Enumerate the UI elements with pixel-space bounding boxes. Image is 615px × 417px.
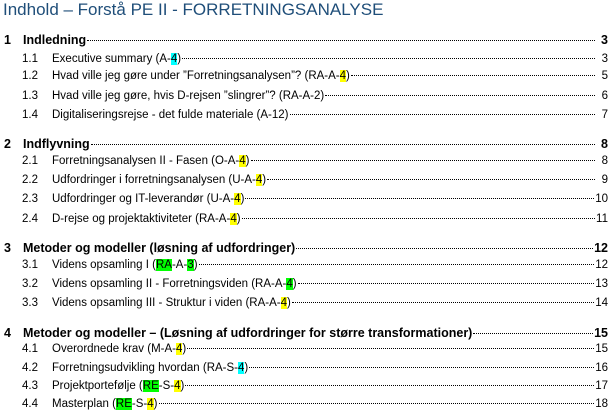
toc-entry-page: 10 (595, 193, 608, 205)
toc-entry[interactable] (0, 297, 608, 313)
toc-entry-label: Videns opsamling I (RA-A-3) (52, 259, 198, 271)
toc-entry[interactable] (0, 174, 608, 190)
toc-entry-page: 11 (596, 213, 608, 225)
highlight-mark: 4 (170, 53, 178, 65)
toc-entry-page: 8 (601, 155, 608, 167)
dot-leader (351, 75, 595, 76)
dot-leader (91, 144, 595, 145)
toc-entry-page: 3 (601, 53, 608, 65)
highlight-mark: 4 (286, 278, 293, 290)
dot-leader (292, 302, 594, 303)
toc-entry-number: 1.2 (22, 70, 38, 82)
highlight-mark: RE (115, 398, 132, 410)
dot-leader (87, 40, 595, 41)
toc-entry-page: 16 (595, 362, 608, 374)
dot-leader (267, 179, 595, 180)
toc-entry-label: Masterplan (RE-S-4) (52, 398, 158, 410)
toc-entry-page: 3 (601, 33, 608, 47)
dot-leader (298, 283, 595, 284)
toc-entry-label: Metoder og modeller (løsning af udfordringer) (23, 241, 296, 255)
toc-entry-page: 14 (595, 297, 608, 309)
highlight-mark: 3 (187, 259, 194, 271)
toc-entry-number: 3.2 (22, 278, 38, 290)
dot-leader (242, 218, 595, 219)
toc-entry[interactable] (0, 70, 608, 86)
toc-entry-label: Indledning (23, 33, 87, 47)
toc-entry-label: Videns opsamling II - Forretningsviden (RA-A-4) (52, 278, 297, 290)
toc-entry-page: 8 (601, 137, 608, 151)
toc-entry-label: D-rejse og projektaktiviteter (RA-A-4) (52, 213, 241, 225)
highlight-mark: 4 (234, 193, 241, 205)
highlight-mark: 4 (174, 380, 181, 392)
dot-leader (245, 198, 594, 199)
dot-leader (249, 367, 594, 368)
toc-entry-page: 13 (595, 278, 608, 290)
toc-entry-label: Udfordringer og IT-leverandør (U-A-4) (52, 193, 245, 205)
toc-entry-label: Projektportefølje (RE-S-4) (52, 380, 185, 392)
highlight-mark: 4 (147, 398, 154, 410)
highlight-mark: 4 (238, 362, 245, 374)
toc-entry-label: Digitaliseringsrejse - det fulde materiale (A-12) (52, 109, 289, 121)
toc-entry-number: 2 (4, 137, 11, 151)
toc-entry-number: 1 (4, 33, 11, 47)
dot-leader (296, 248, 593, 249)
highlight-mark: RE (142, 380, 159, 392)
highlight-mark: 4 (230, 213, 237, 225)
toc-entry-page: 12 (594, 241, 608, 255)
toc-entry-page: 15 (595, 343, 608, 355)
toc-entry-label: Forretningsudvikling hvordan (RA-S-4) (52, 362, 249, 374)
toc-entry[interactable] (0, 326, 608, 342)
toc-entry-page: 17 (595, 380, 608, 392)
dot-leader (159, 403, 595, 404)
toc-entry-label: Executive summary (A-4) (52, 53, 182, 65)
toc-entry-number: 4.3 (22, 380, 38, 392)
toc-title: Indhold – Forstå PE II - FORRETNINGSANALYSE (3, 0, 384, 19)
toc-entry[interactable] (0, 53, 608, 69)
toc-entry[interactable] (0, 380, 608, 396)
highlight-mark: 4 (175, 343, 183, 355)
toc-entry-number: 3 (4, 241, 11, 255)
dot-leader (187, 348, 594, 349)
toc-entry-number: 4 (4, 326, 11, 340)
toc-entry-number: 2.2 (22, 174, 38, 186)
toc-entry[interactable] (0, 90, 608, 106)
toc-entry-page: 5 (601, 70, 608, 82)
toc-entry-number: 4.4 (22, 398, 38, 410)
toc-entry-number: 1.4 (22, 109, 38, 121)
toc-entry[interactable] (0, 398, 608, 414)
toc-entry-page: 12 (595, 259, 608, 271)
toc-entry[interactable] (0, 33, 608, 49)
toc-entry-page: 9 (601, 174, 608, 186)
toc-entry[interactable] (0, 155, 608, 171)
toc-entry[interactable] (0, 213, 608, 229)
toc-entry-number: 2.4 (22, 213, 38, 225)
toc-entry-label: Overordnede krav (M-A-4) (52, 343, 187, 355)
dot-leader (182, 58, 595, 59)
highlight-mark: 4 (255, 174, 263, 186)
toc-entry[interactable] (0, 109, 608, 125)
toc-entry-page: 7 (601, 109, 608, 121)
toc-entry[interactable] (0, 278, 608, 294)
toc-entry-page: 18 (595, 398, 608, 410)
toc-entry[interactable] (0, 137, 608, 153)
toc-entry[interactable] (0, 343, 608, 359)
toc-entry-label: Hvad ville jeg gøre, hvis D-rejsen ”slingrer”? (RA-A-2) (52, 90, 325, 102)
dot-leader (199, 264, 595, 265)
toc-entry-page: 15 (594, 326, 608, 340)
dot-leader (251, 160, 595, 161)
dot-leader (473, 333, 593, 334)
toc-entry-page: 6 (601, 90, 608, 102)
toc-entry[interactable] (0, 241, 608, 257)
toc-entry[interactable] (0, 193, 608, 209)
highlight-mark: 4 (339, 70, 347, 82)
toc-entry-label: Forretningsanalysen II - Fasen (O-A-4) (52, 155, 250, 167)
toc-entry-label: Hvad ville jeg gøre under ”Forretningsanalysen”? (RA-A-4) (52, 70, 350, 82)
dot-leader (290, 114, 596, 115)
toc-entry-number: 1.1 (22, 53, 38, 65)
toc-entry-number: 2.1 (22, 155, 38, 167)
dot-leader (185, 385, 594, 386)
toc-entry[interactable] (0, 259, 608, 275)
toc-entry-number: 3.3 (22, 297, 38, 309)
toc-entry-number: 4.2 (22, 362, 38, 374)
toc-entry-number: 2.3 (22, 193, 38, 205)
toc-entry-label: Metoder og modeller – (Løsning af udfordringer for større transformationer) (23, 326, 473, 340)
toc-entry-number: 4.1 (22, 343, 38, 355)
highlight-mark: 4 (239, 155, 246, 167)
highlight-mark: RA (155, 259, 172, 271)
toc-entry-label: Udfordringer i forretningsanalysen (U-A-4) (52, 174, 267, 186)
toc-entry-number: 1.3 (22, 90, 38, 102)
toc-entry-number: 3.1 (22, 259, 38, 271)
toc-entry-label: Videns opsamling III - Struktur i viden (RA-A-4) (52, 297, 291, 309)
dot-leader (325, 95, 595, 96)
toc-entry[interactable] (0, 362, 608, 378)
toc-entry-label: Indflyvning (23, 137, 90, 151)
highlight-mark: 4 (280, 297, 288, 309)
